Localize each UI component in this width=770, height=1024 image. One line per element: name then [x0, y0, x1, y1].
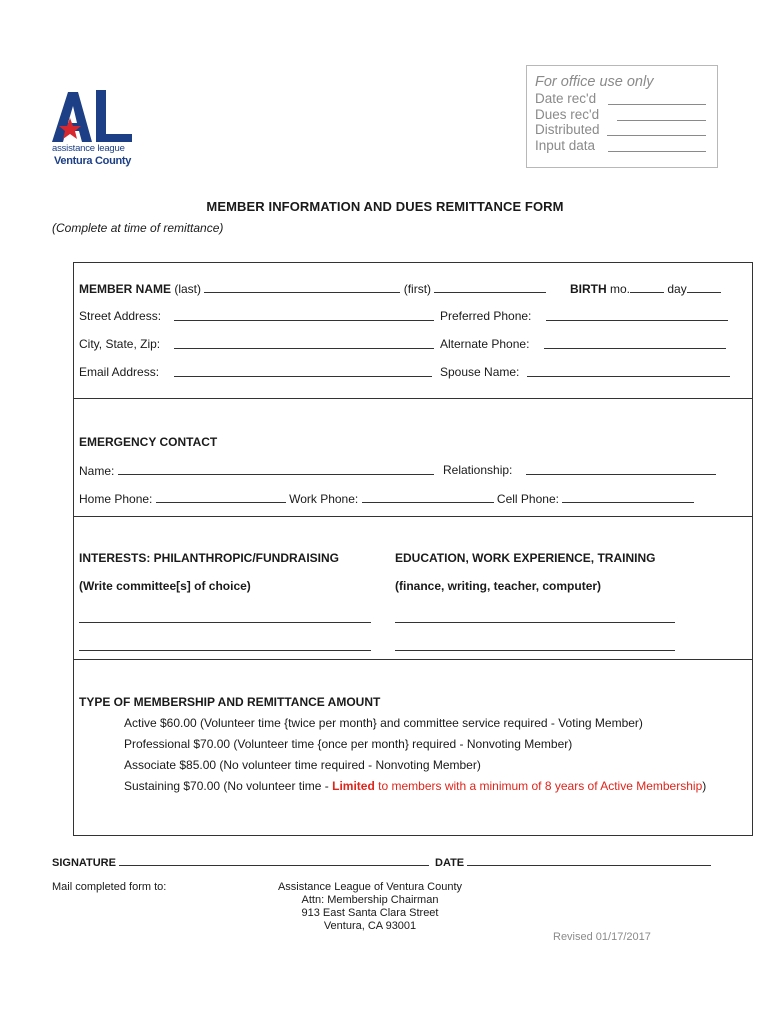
city-state-zip-field[interactable]	[174, 337, 434, 349]
section-divider	[73, 398, 753, 399]
membership-title: TYPE OF MEMBERSHIP AND REMITTANCE AMOUNT	[79, 695, 381, 709]
education-subtitle: (finance, writing, teacher, computer)	[395, 579, 602, 593]
section-divider	[73, 659, 753, 660]
limited-text: Limited	[332, 779, 375, 793]
office-row-distributed: Distributed	[535, 122, 600, 137]
interests-title: INTERESTS: PHILANTHROPIC/FUNDRAISING	[79, 551, 340, 565]
interests-subtitle: (Write committee[s] of choice)	[79, 579, 251, 593]
section-divider	[73, 516, 753, 517]
city-label: City, State, Zip:	[79, 337, 161, 351]
mail-label: Mail completed form to:	[52, 881, 167, 893]
office-date-line[interactable]	[608, 104, 706, 105]
membership-option-active[interactable]: Active $60.00 (Volunteer time {twice per month} and committee service required - Voting Member)	[124, 716, 643, 730]
revised-date: Revised 01/17/2017	[553, 931, 651, 943]
birth-label: BIRTH	[570, 282, 607, 296]
signature-field[interactable]	[119, 855, 429, 866]
membership-option-professional[interactable]: Professional $70.00 (Volunteer time {once per month} required - Nonvoting Member)	[124, 737, 573, 751]
office-row-date: Date rec'd	[535, 91, 597, 106]
membership-option-associate[interactable]: Associate $85.00 (No volunteer time required - Nonvoting Member)	[124, 758, 481, 772]
street-label: Street Address:	[79, 309, 162, 323]
home-phone-label: Home Phone:	[79, 492, 153, 506]
birth-day-field[interactable]	[687, 281, 721, 293]
office-distributed-line[interactable]	[607, 135, 706, 136]
office-use-title: For office use only	[535, 74, 654, 90]
alternate-phone-field[interactable]	[544, 337, 726, 349]
signature-label: SIGNATURE	[52, 857, 116, 869]
spouse-label: Spouse Name:	[440, 365, 520, 379]
spouse-name-field[interactable]	[527, 365, 730, 377]
member-name-label: MEMBER NAME	[79, 282, 171, 296]
membership-option-sustaining[interactable]: Sustaining $70.00 (No volunteer time - Limited to members with a minimum of 8 years of Active Membership)	[124, 779, 707, 793]
education-line-1[interactable]	[395, 622, 675, 623]
office-input-line[interactable]	[608, 151, 706, 152]
education-title: EDUCATION, WORK EXPERIENCE, TRAINING	[395, 551, 656, 565]
interests-line-2[interactable]	[79, 650, 371, 651]
preferred-phone-label: Preferred Phone:	[440, 309, 532, 323]
date-label: DATE	[435, 857, 465, 869]
interests-line-1[interactable]	[79, 622, 371, 623]
first-name-field[interactable]	[434, 281, 546, 293]
emergency-name-label: Name:	[79, 464, 115, 478]
work-phone-label: Work Phone:	[289, 492, 359, 506]
form-title: MEMBER INFORMATION AND DUES REMITTANCE FORM	[206, 199, 564, 214]
form-subtitle: (Complete at time of remittance)	[52, 221, 224, 235]
emergency-title: EMERGENCY CONTACT	[79, 435, 218, 449]
email-label: Email Address:	[79, 365, 160, 379]
limited-note: to members with a minimum of 8 years of Active Membership	[374, 779, 703, 793]
cell-phone-label: Cell Phone:	[496, 492, 559, 506]
office-row-dues: Dues rec'd	[535, 107, 600, 122]
office-row-input: Input data	[535, 138, 596, 153]
logo-text-assistance-league: assistance league	[52, 143, 125, 154]
birth-row: BIRTH mo. day	[570, 281, 721, 296]
logo-text-ventura-county: Ventura County	[54, 155, 132, 167]
street-address-field[interactable]	[174, 309, 434, 321]
date-field[interactable]	[467, 855, 711, 866]
birth-month-field[interactable]	[630, 281, 664, 293]
education-line-2[interactable]	[395, 650, 675, 651]
mailing-address: Assistance League of Ventura County Attn: Membership Chairman 913 East Santa Clara Street Ventura, CA 93001	[277, 881, 463, 932]
relationship-field[interactable]	[526, 463, 716, 475]
cell-phone-field[interactable]	[562, 491, 694, 503]
emergency-name-field[interactable]	[118, 463, 434, 475]
home-phone-field[interactable]	[156, 491, 286, 503]
last-name-field[interactable]	[204, 281, 400, 293]
email-address-field[interactable]	[174, 365, 432, 377]
logo-letter-l	[96, 90, 132, 142]
member-name-row: MEMBER NAME (last) (first)	[79, 281, 546, 296]
office-dues-line[interactable]	[617, 120, 706, 121]
preferred-phone-field[interactable]	[546, 309, 728, 321]
relationship-label: Relationship:	[443, 463, 513, 477]
work-phone-field[interactable]	[362, 491, 494, 503]
alternate-phone-label: Alternate Phone:	[440, 337, 530, 351]
